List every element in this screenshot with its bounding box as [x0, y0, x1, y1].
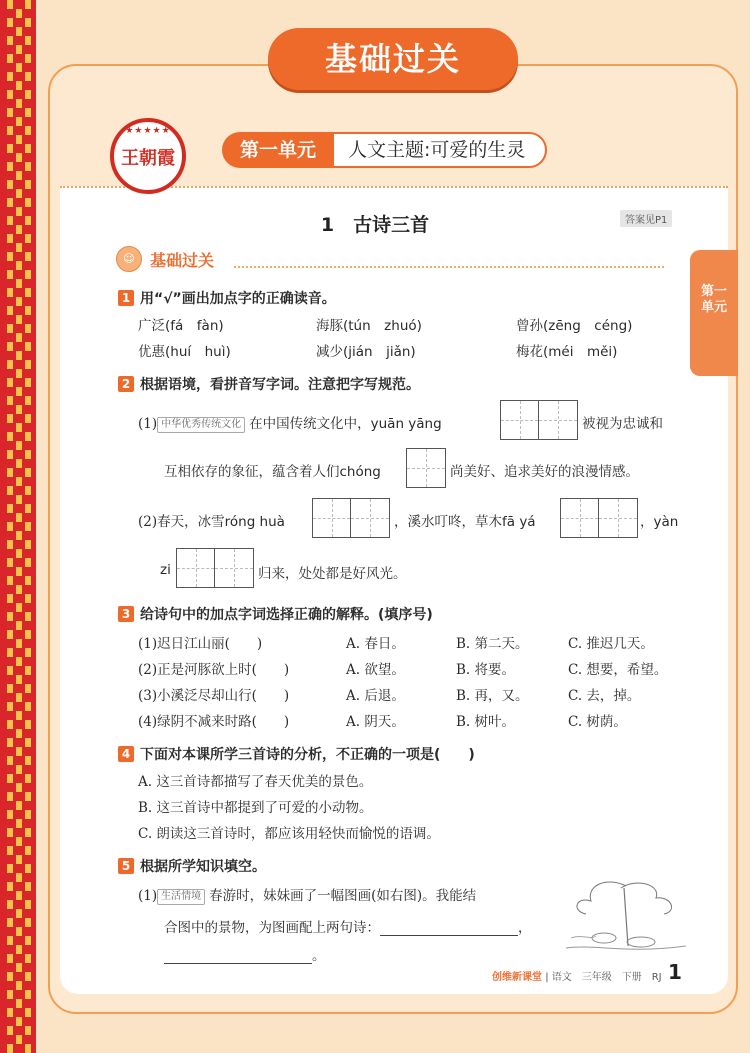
- q3-row-2-b: B. 将要。: [456, 662, 516, 678]
- q1-item-2[interactable]: 海豚(tún zhuó): [316, 318, 422, 334]
- q3-row-4[interactable]: (4)绿阴不减来时路( ): [138, 714, 290, 730]
- question-number: 1: [118, 290, 134, 306]
- answer-reference: 答案见P1: [620, 210, 672, 227]
- q4-option-a[interactable]: A. 这三首诗都描写了春天优美的景色。: [138, 774, 373, 790]
- question-4: [118, 744, 475, 764]
- decorative-ribbon: [0, 0, 36, 1053]
- unit-theme: 人文主题:可爱的生灵: [324, 132, 547, 168]
- section-title: 基础过关: [150, 250, 215, 270]
- question-2: [118, 374, 420, 394]
- q3-row-1[interactable]: (1)迟日江山丽( ): [138, 636, 263, 652]
- q4-option-c[interactable]: C. 朗读这三首诗时，都应该用轻快而愉悦的语调。: [138, 826, 440, 842]
- page-footer: [492, 968, 662, 983]
- section-avatar-icon: ☺: [116, 246, 142, 272]
- section-heading: [116, 246, 214, 272]
- q3-row-3-c: C. 去，掉。: [568, 688, 641, 704]
- writing-grid-yuanyang[interactable]: [500, 400, 578, 440]
- publisher-seal: [110, 118, 186, 194]
- q5-part1-line1: (1) 生活情境 春游时，妹妹画了一幅图画(如右图)。我能结: [138, 888, 477, 904]
- side-tab-line1: 第一: [700, 284, 727, 299]
- q4-option-b[interactable]: B. 这三首诗中都提到了可爱的小动物。: [138, 800, 373, 816]
- seal-name: 王朝霞: [121, 148, 175, 169]
- q3-row-2[interactable]: (2)正是河豚欲上时( ): [138, 662, 290, 678]
- answer-blank-1[interactable]: [380, 922, 518, 936]
- side-tab-unit[interactable]: [690, 250, 738, 376]
- question-number: 4: [118, 746, 134, 762]
- footer-meta: | 语文 三年级 下册 RJ: [545, 972, 662, 983]
- q3-row-4-a: A. 阴天。: [346, 714, 405, 730]
- answer-blank-2[interactable]: [164, 950, 312, 964]
- q3-row-1-c: C. 推迟几天。: [568, 636, 654, 652]
- writing-grid-chong[interactable]: [406, 448, 446, 488]
- q3-row-3-b: B. 再，又。: [456, 688, 529, 704]
- q2-part2-line2-end: 归来，处处都是好风光。: [258, 566, 407, 582]
- q3-row-1-b: B. 第二天。: [456, 636, 529, 652]
- q3-row-2-c: C. 想要，希望。: [568, 662, 668, 678]
- question-prompt: 给诗句中的加点字词选择正确的解释。(填序号): [140, 607, 433, 623]
- q3-row-2-a: A. 欲望。: [346, 662, 405, 678]
- question-prompt[interactable]: 下面对本课所学三首诗的分析，不正确的一项是( ): [140, 747, 475, 763]
- topic-tag: 生活情境: [157, 889, 205, 905]
- question-prompt: 根据所学知识填空。: [140, 859, 266, 875]
- page-number: 1: [668, 960, 682, 984]
- q2-part1-line1: (1) 中华优秀传统文化 在中国传统文化中，yuān yāng: [138, 416, 442, 432]
- seal-stars: ★★★★★: [125, 126, 171, 136]
- unit-banner: [222, 132, 547, 168]
- question-1: [118, 288, 336, 308]
- writing-grid-yanzi[interactable]: [176, 548, 254, 588]
- q2-part2-line1: (2)春天，冰雪róng huà: [138, 514, 285, 530]
- q1-item-5[interactable]: 减少(jián jiǎn): [316, 344, 416, 360]
- q2-part1-line2: 互相依存的象征，蕴含着人们chóng: [164, 464, 381, 480]
- section-divider: [234, 266, 664, 268]
- footer-brand: 创维新课堂: [492, 972, 542, 983]
- q2-part2-line1-mid: ，溪水叮咚，草木fā yá: [394, 514, 536, 530]
- question-5: [118, 856, 266, 876]
- spring-outing-drawing-icon: [566, 876, 686, 956]
- question-number: 5: [118, 858, 134, 874]
- q2-part1-line1-end: 被视为忠诚和: [582, 416, 663, 432]
- question-prompt: 用“√”画出加点字的正确读音。: [140, 291, 336, 307]
- lesson-title: 1 古诗三首: [320, 214, 430, 236]
- unit-label: 第一单元: [222, 132, 334, 168]
- q3-row-3-a: A. 后退。: [346, 688, 405, 704]
- question-number: 3: [118, 606, 134, 622]
- question-number: 2: [118, 376, 134, 392]
- q3-row-4-b: B. 树叶。: [456, 714, 516, 730]
- q2-part2-line2-py: zi: [160, 562, 171, 578]
- question-prompt: 根据语境，看拼音写字词。注意把字写规范。: [140, 377, 420, 393]
- q1-item-3[interactable]: 曾孙(zēng céng): [516, 318, 633, 334]
- q1-item-6[interactable]: 梅花(méi měi): [516, 344, 618, 360]
- q2-part1-line2-end: 尚美好、追求美好的浪漫情感。: [450, 464, 639, 480]
- topic-tag: 中华优秀传统文化: [157, 417, 245, 433]
- question-3: [118, 604, 433, 624]
- q3-row-4-c: C. 树荫。: [568, 714, 627, 730]
- page-title: 基础过关: [268, 28, 518, 90]
- q5-part1-line3: 。: [164, 944, 326, 964]
- q5-part1-line2: 合图中的景物，为图画配上两句诗： ，: [164, 920, 532, 936]
- q1-item-4[interactable]: 优惠(huí huì): [138, 344, 231, 360]
- writing-grid-faya[interactable]: [560, 498, 638, 538]
- q3-row-3[interactable]: (3)小溪泛尽却山行( ): [138, 688, 290, 704]
- q2-part2-line1-end: ，yàn: [640, 514, 679, 530]
- q3-row-1-a: A. 春日。: [346, 636, 405, 652]
- writing-grid-ronghua[interactable]: [312, 498, 390, 538]
- side-tab-line2: 单元: [700, 300, 727, 315]
- q1-item-1[interactable]: 广泛(fá fàn): [138, 318, 224, 334]
